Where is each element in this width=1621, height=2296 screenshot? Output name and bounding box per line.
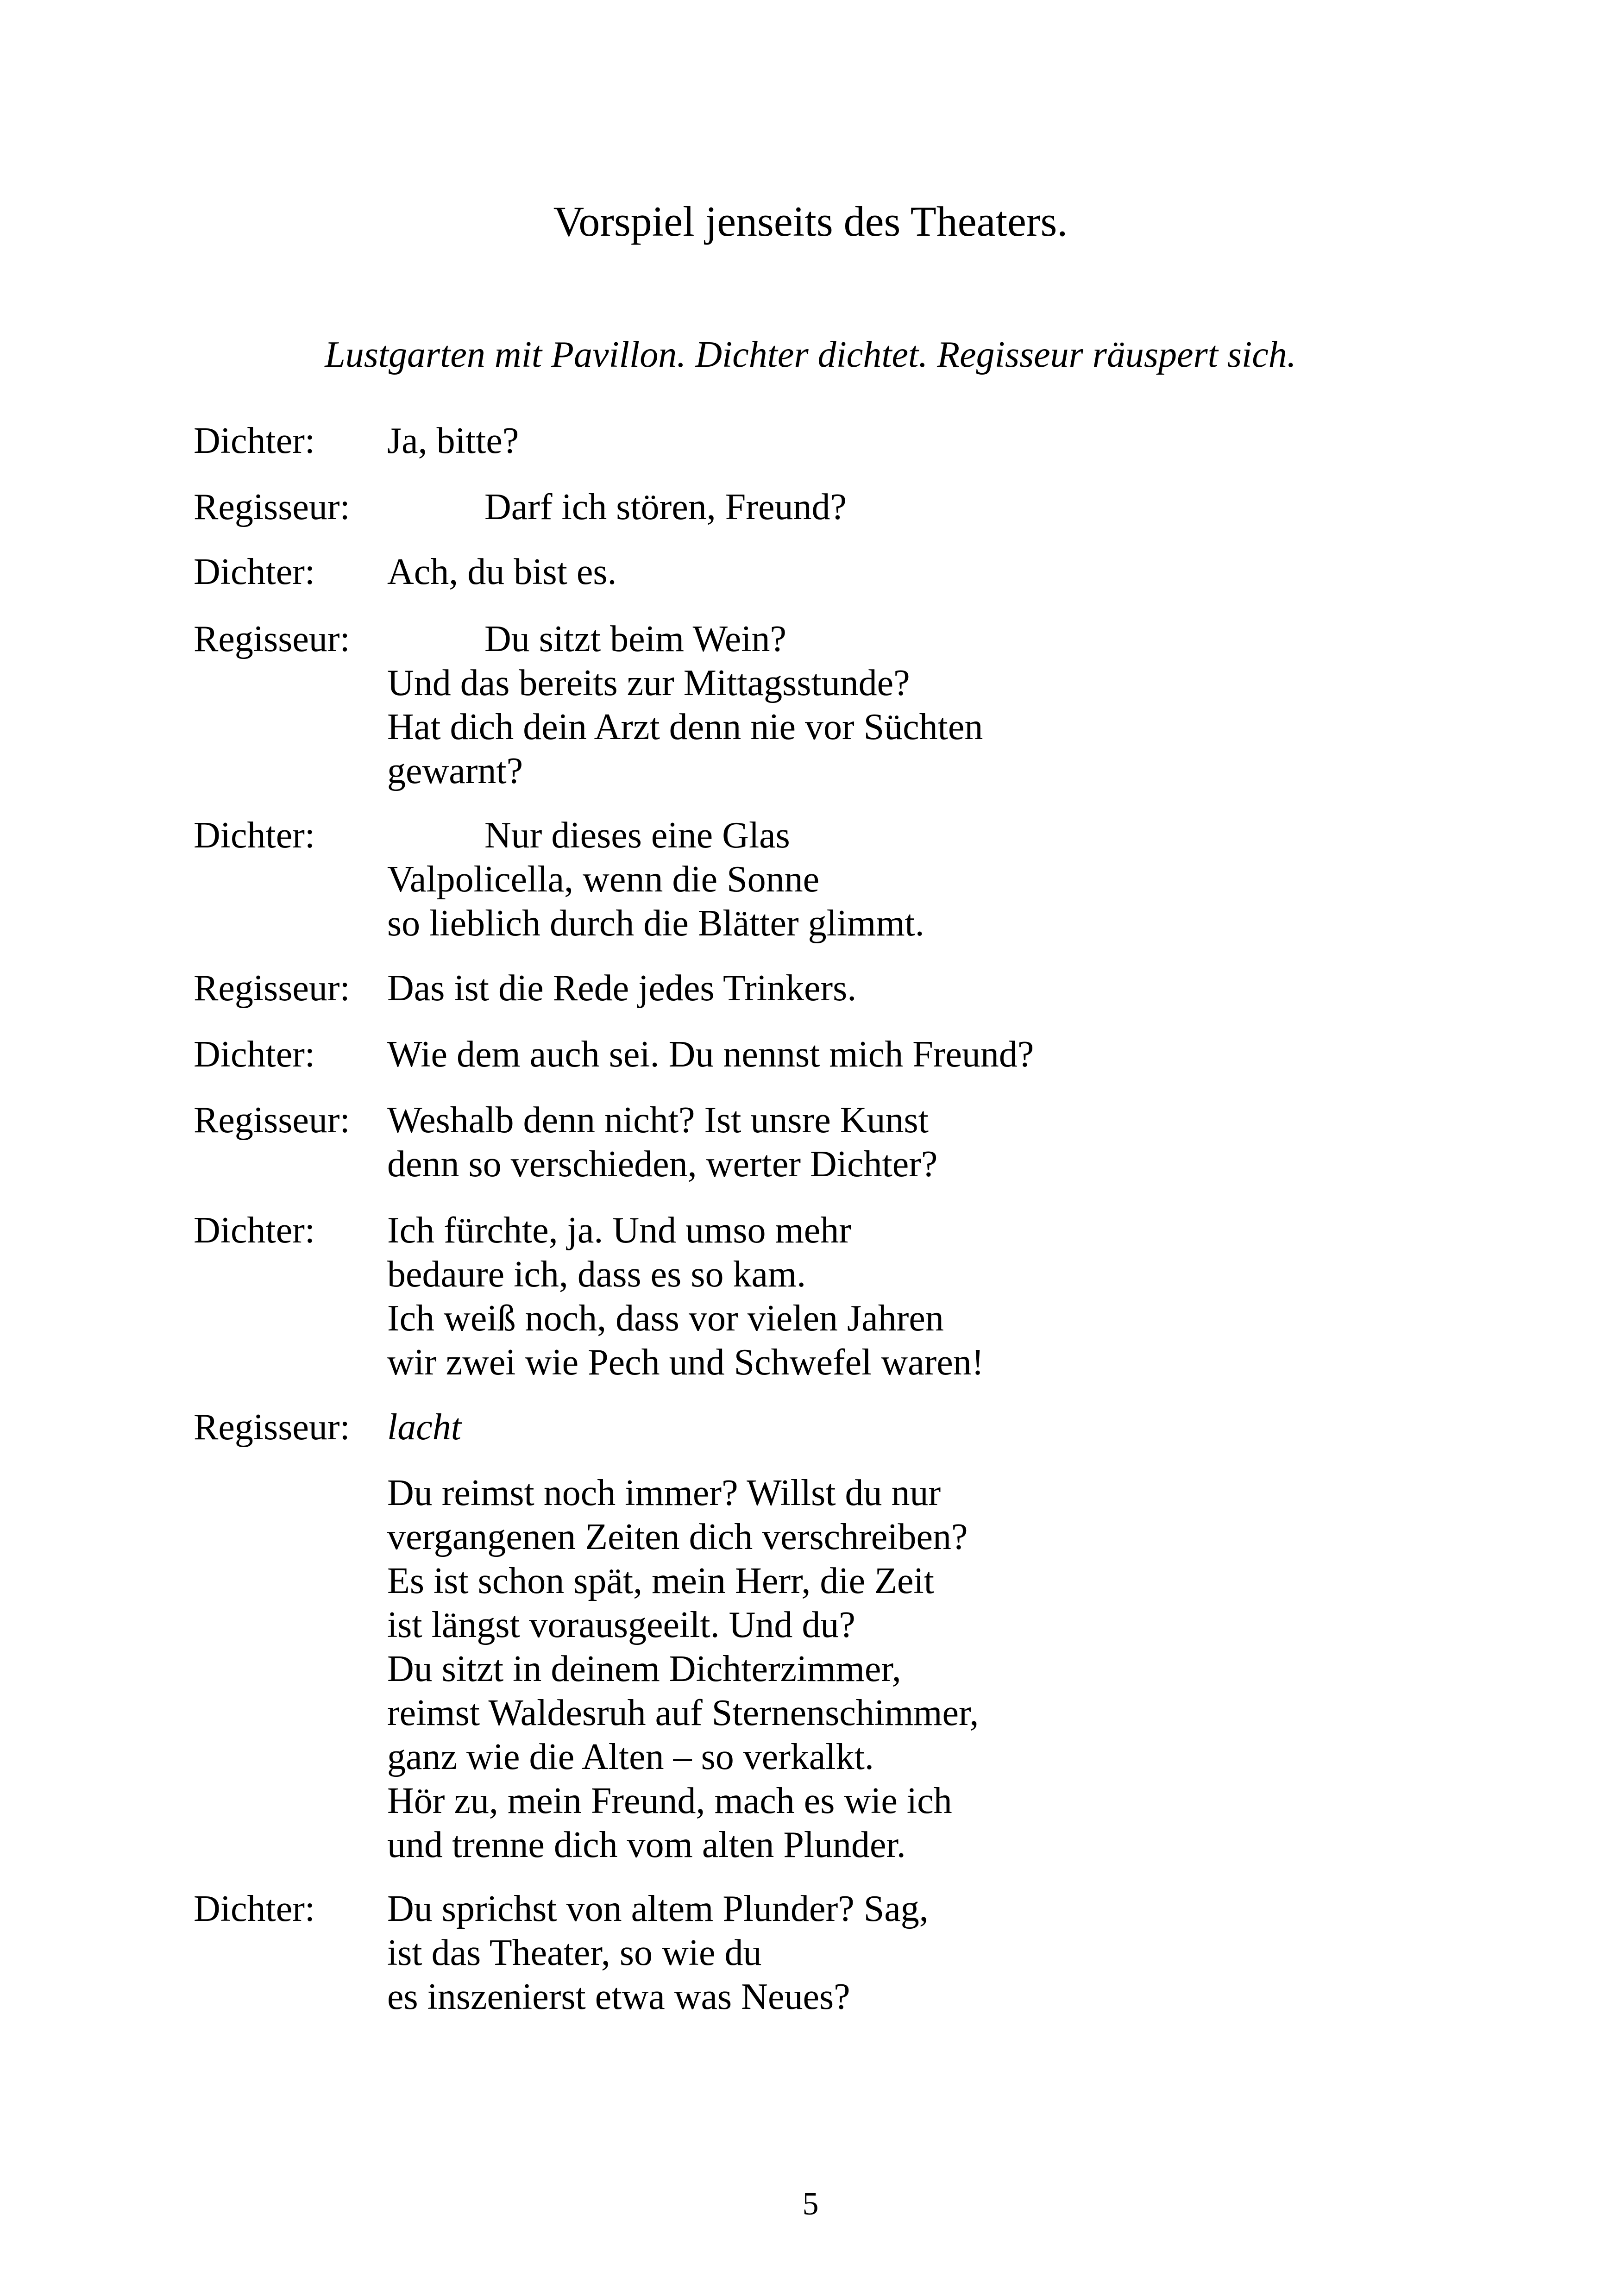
speech-line: Und das bereits zur Mittagsstunde? <box>387 663 910 703</box>
speech-lines <box>387 1471 1452 1867</box>
speech-line: und trenne dich vom alten Plunder. <box>387 1825 906 1865</box>
speech-line: Hör zu, mein Freund, mach es wie ich <box>387 1781 952 1821</box>
speaker-label: Regisseur: <box>194 619 350 659</box>
speech-line: ganz wie die Alten – so verkalkt. <box>387 1737 874 1777</box>
page-title: Vorspiel jenseits des Theaters. <box>553 198 1068 245</box>
speech-line: Nur dieses eine Glas <box>484 815 790 856</box>
page-number: 5 <box>802 2186 819 2222</box>
speech-line: Das ist die Rede jedes Trinkers. <box>387 968 857 1009</box>
speech-lines <box>387 550 1452 594</box>
speech-line: gewarnt? <box>387 751 523 791</box>
speech-line: bedaure ich, dass es so kam. <box>387 1254 806 1295</box>
speech-line: Weshalb denn nicht? Ist unsre Kunst <box>387 1100 929 1141</box>
speech-line: ist längst vorausgeeilt. Und du? <box>387 1605 855 1645</box>
speaker-label: Dichter: <box>194 1210 315 1251</box>
speech-line: Es ist schon spät, mein Herr, die Zeit <box>387 1561 934 1601</box>
speaker-label: Regisseur: <box>194 968 350 1009</box>
speech-line: es inszenierst etwa was Neues? <box>387 1976 850 2017</box>
speech-lines <box>387 1098 1452 1186</box>
dialogue <box>194 0 1490 2296</box>
speech-line: Ich weiß noch, dass vor vielen Jahren <box>387 1298 944 1339</box>
speech-line: reimst Waldesruh auf Sternenschimmer, <box>387 1693 979 1733</box>
stage-direction: Lustgarten mit Pavillon. Dichter dichtet. Regisseur räuspert sich. <box>325 334 1296 375</box>
speech-line: ist das Theater, so wie du <box>387 1932 762 1973</box>
speech-line: denn so verschieden, werter Dichter? <box>387 1144 938 1185</box>
speaker-label: Dichter: <box>194 815 315 856</box>
speech-lines <box>387 485 1452 529</box>
speech-lines <box>387 814 1452 946</box>
stage-action: lacht <box>387 1407 461 1448</box>
speech-line: Valpolicella, wenn die Sonne <box>387 859 820 900</box>
speech-lines <box>387 1033 1452 1077</box>
speech-line: Du sprichst von altem Plunder? Sag, <box>387 1888 929 1929</box>
speech-line: Du reimst noch immer? Willst du nur <box>387 1473 941 1513</box>
speech-line: Wie dem auch sei. Du nennst mich Freund? <box>387 1034 1034 1075</box>
speech-line: Du sitzt beim Wein? <box>484 619 786 659</box>
speech-line: Ja, bitte? <box>387 420 519 461</box>
speech-lines <box>387 419 1452 463</box>
speaker-label: Regisseur: <box>194 1407 350 1448</box>
speech-line: Hat dich dein Arzt denn nie vor Süchten <box>387 707 983 747</box>
speech-line: Ich fürchte, ja. Und umso mehr <box>387 1210 851 1251</box>
speaker-label: Dichter: <box>194 1888 315 1929</box>
speaker-label: Regisseur: <box>194 1100 350 1141</box>
speech-lines <box>387 1887 1452 2019</box>
speaker-label: Dichter: <box>194 552 315 592</box>
speech-line: wir zwei wie Pech und Schwefel waren! <box>387 1342 984 1383</box>
speech-line: Darf ich stören, Freund? <box>484 487 847 527</box>
speaker-label: Dichter: <box>194 420 315 461</box>
speech-lines <box>387 1209 1452 1385</box>
speech-line: so lieblich durch die Blätter glimmt. <box>387 903 924 944</box>
speech-lines <box>387 966 1452 1010</box>
speech-lines <box>387 617 1452 793</box>
speaker-label: Regisseur: <box>194 487 350 527</box>
speech-line: Du sitzt in deinem Dichterzimmer, <box>387 1649 901 1689</box>
speaker-label: Dichter: <box>194 1034 315 1075</box>
speech-lines <box>387 1405 1452 1449</box>
speech-line: Ach, du bist es. <box>387 552 617 592</box>
speech-line: vergangenen Zeiten dich verschreiben? <box>387 1517 968 1557</box>
